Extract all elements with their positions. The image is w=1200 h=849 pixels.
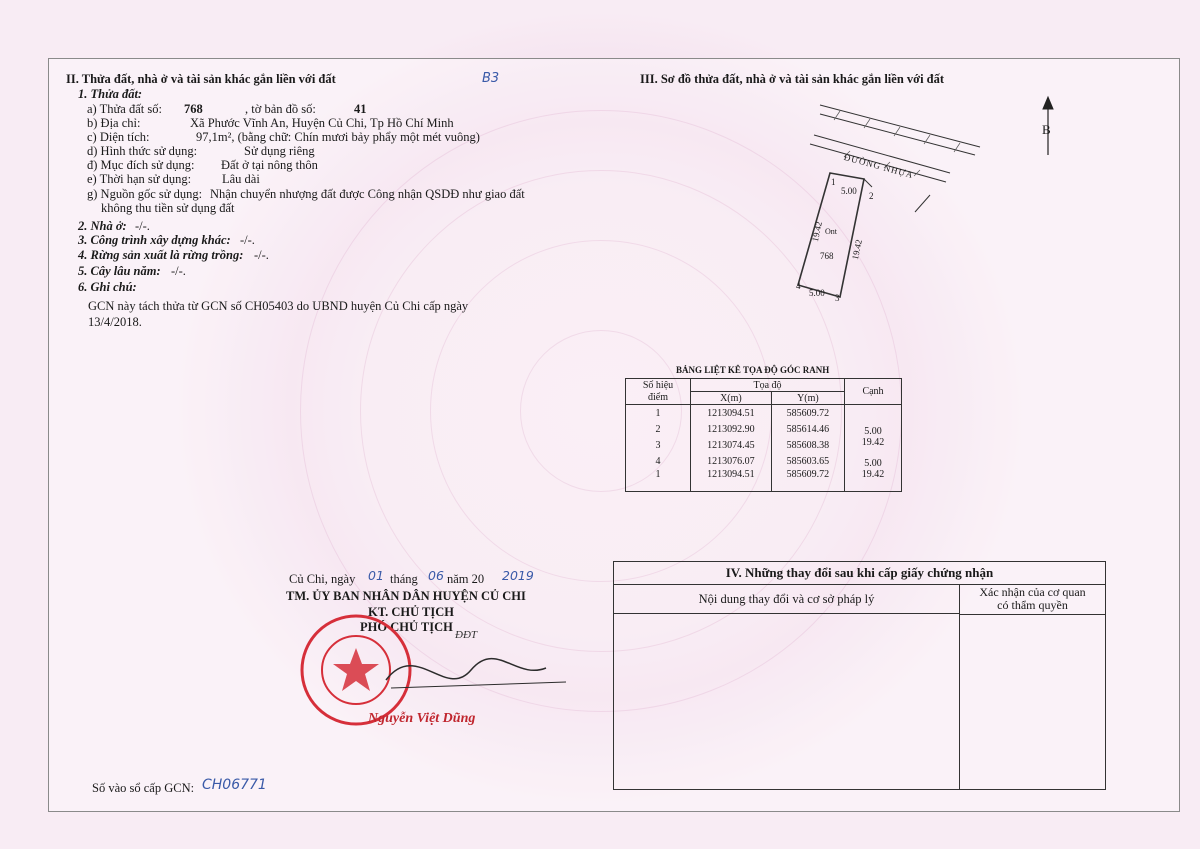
registration-number: CH06771 [202,777,267,793]
point-id: 4 [626,453,691,469]
perennial-trees-value: -/-. [171,264,186,278]
area-label: c) Diện tích: [87,130,150,144]
forest-value: -/-. [254,248,269,262]
address-value: Xã Phước Vĩnh An, Huyện Củ Chi, Tp Hồ Chí Minh [190,116,454,130]
date-month-label: tháng [390,572,418,586]
changes-authority-header [960,585,1105,615]
x-value: 1213094.51 [691,405,772,422]
vertex-label-4: 4 [796,281,801,291]
y-value: 585614.46 [771,421,844,437]
forest-heading: 4. Rừng sản xuất là rừng trồng: [78,248,244,262]
point-id: 3 [626,437,691,453]
parcel-number-label: a) Thửa đất số: [87,102,162,116]
parcel-sketch [770,95,1070,300]
other-construction-heading: 3. Công trình xây dựng khác: [78,233,231,247]
notes-heading: 6. Ghi chú: [78,280,137,294]
table-row [626,469,902,492]
usage-purpose-value: Đất ở tại nông thôn [221,158,318,172]
x-value: 1213094.51 [691,469,772,492]
handwritten-mark: B3 [482,71,500,86]
vice-chairman-title: PHÓ CHỦ TỊCH [360,620,453,634]
origin-label: g) Nguồn gốc sử dụng: [87,187,203,201]
vertex-label-2: 2 [869,191,874,201]
x-value: 1213076.07 [691,453,772,469]
edge-length: 19.42 [845,469,902,492]
edge-cell [845,405,902,422]
road-edge-line [864,179,872,187]
y-value: 585608.38 [771,437,844,453]
y-value: 585603.65 [771,453,844,469]
vertex-label-3: 3 [835,293,840,303]
committee-title: TM. ỦY BAN NHÂN DÂN HUYỆN CỦ CHI [286,589,526,603]
origin-value-line1: Nhận chuyển nhượng đất được Công nhận QSDĐ như giao đất [210,187,525,201]
section-iii-title: III. Sơ đồ thửa đất, nhà ở và tài sản khác gắn liền với đất [640,72,945,86]
usage-purpose-label: đ) Mục đích sử dụng: [87,158,195,172]
notes-line1: GCN này tách thửa từ GCN số CH05403 do UBND huyện Củ Chi cấp ngày [88,299,469,313]
parcel-number-on-sketch: 768 [820,251,834,261]
vertex-label-1: 1 [831,177,836,187]
table-row [626,437,902,453]
table-row [626,421,902,437]
changes-table [613,561,1106,790]
point-id: 1 [626,469,691,492]
edge-label-top: 5.00 [841,186,857,196]
notes-line2: 13/4/2018. [88,315,142,329]
date-month: 06 [428,568,444,583]
edge-label-right: 19.42 [849,238,864,261]
deputy-title: KT. CHỦ TỊCH [368,605,455,619]
address-label: b) Địa chỉ: [87,116,141,130]
road-edge-line [820,114,975,155]
usage-term-value: Lâu dài [222,172,260,186]
road-edge-line [820,105,980,147]
section-ii-title: II. Thửa đất, nhà ở và tài sản khác gắn liền với đất [66,72,336,86]
map-sheet-label: , tờ bản đồ số: [245,102,316,116]
edge-label-left: 19.42 [809,220,824,243]
origin-value-line2: không thu tiền sử dụng đất [101,201,235,215]
coord-table [625,378,902,492]
authority-header-line1: Xác nhận của cơ quan [979,585,1086,599]
road-edge-line [915,195,930,212]
north-label: B [1042,122,1051,137]
north-arrow-head-icon [1043,97,1053,109]
other-construction-value: -/-. [240,233,255,247]
area-value: 97,1m², (bằng chữ: Chín mươi bảy phẩy một mét vuông) [196,130,480,144]
usage-form-label: d) Hình thức sử dụng: [87,144,198,158]
signature-initials: ĐĐT [455,629,478,641]
column-divider [959,614,960,789]
changes-content-header: Nội dung thay đổi và cơ sở pháp lý [614,585,960,614]
date-prefix: Củ Chi, ngày [289,572,356,586]
col-coord-header: Tọa độ [691,379,845,392]
point-id: 1 [626,405,691,422]
edge-length: 19.42 [845,437,902,453]
authority-header-line2: có thẩm quyền [997,598,1068,612]
col-point-header [626,379,691,405]
usage-form-value: Sử dụng riêng [244,144,315,158]
house-value: -/-. [135,219,150,233]
land-parcel-heading: 1. Thửa đất: [78,87,143,101]
y-value: 585609.72 [771,469,844,492]
usage-term-label: e) Thời hạn sử dụng: [87,172,192,186]
edge-length: 5.00 [845,453,902,469]
map-sheet-value: 41 [354,102,367,116]
date-year: 2019 [502,568,534,583]
registration-label: Số vào sổ cấp GCN: [92,781,195,795]
house-heading: 2. Nhà ở: [78,219,127,233]
table-row [626,453,902,469]
col-point-header-line1: Số hiệu [642,379,674,391]
col-edge-header: Cạnh [845,379,902,405]
coord-table-title: BẢNG LIỆT KÊ TỌA ĐỘ GÓC RANH [676,365,830,375]
seal-star [333,648,379,691]
col-y-header: Y(m) [771,392,844,405]
perennial-trees-heading: 5. Cây lâu năm: [78,264,161,278]
edge-label-bottom: 5.00 [809,288,825,298]
x-value: 1213074.45 [691,437,772,453]
date-year-label: năm 20 [447,572,485,586]
table-row [626,405,902,422]
road-label: ĐƯỜNG NHỰA [842,151,915,181]
signature-stroke [391,682,566,688]
x-value: 1213092.90 [691,421,772,437]
land-code-label: Ont [825,227,837,236]
col-point-header-line2: điểm [648,391,668,403]
point-id: 2 [626,421,691,437]
col-x-header: X(m) [691,392,772,405]
signer-name: Nguyễn Việt Dũng [368,711,476,726]
parcel-number-value: 768 [184,102,203,116]
date-day: 01 [368,568,384,583]
edge-length: 5.00 [845,421,902,437]
y-value: 585609.72 [771,405,844,422]
section-iv-title: IV. Những thay đổi sau khi cấp giấy chứng nhận [614,562,1105,585]
